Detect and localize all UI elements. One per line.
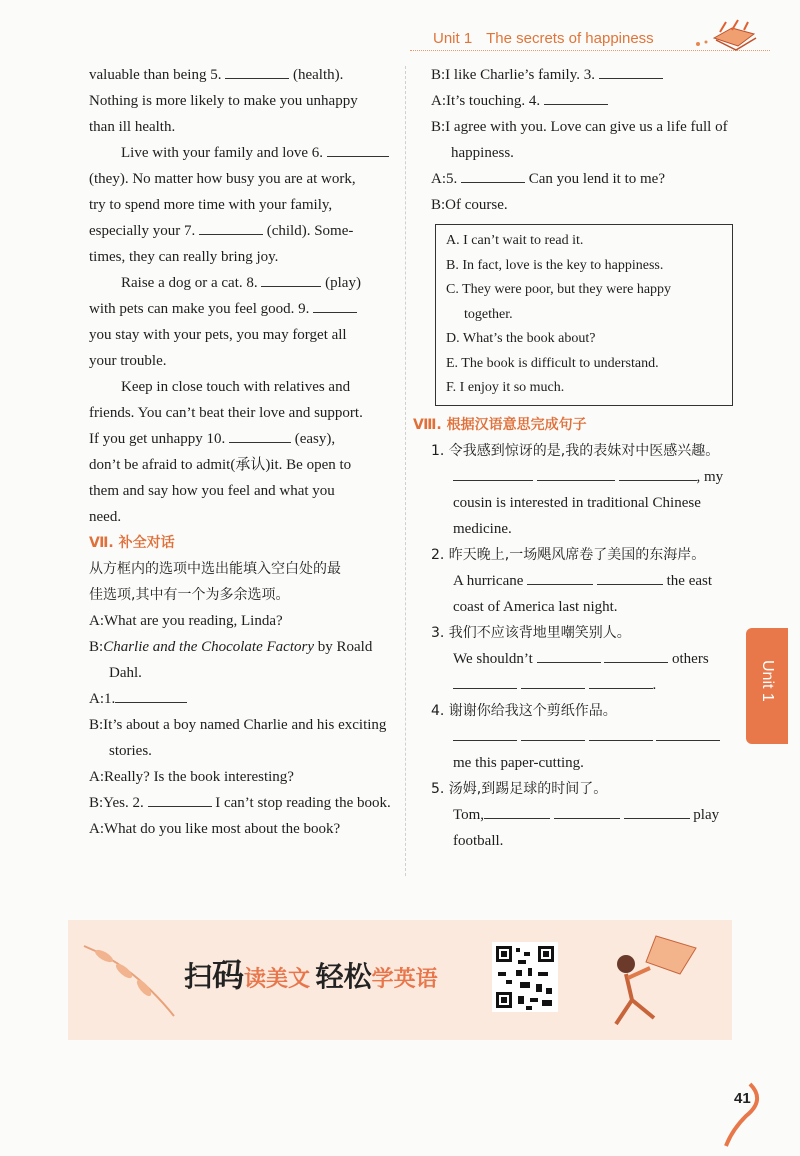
text-line: need. <box>89 509 122 525</box>
blank-d3[interactable] <box>599 62 663 79</box>
question-4 <box>431 698 733 776</box>
answer-blank[interactable] <box>453 724 517 741</box>
column-divider <box>405 66 406 876</box>
text-line: you stay with your pets, you may forget all <box>89 327 347 343</box>
answer-blank[interactable] <box>537 646 601 663</box>
answer-blank[interactable] <box>537 464 615 481</box>
promo-banner[interactable] <box>68 920 732 1040</box>
dialogue-line: A:Really? Is the book interesting? <box>89 769 294 785</box>
question-1 <box>431 438 733 542</box>
answer-blank[interactable] <box>624 802 690 819</box>
answer-blank[interactable] <box>521 724 585 741</box>
qr-code-icon[interactable] <box>492 942 558 1012</box>
question-5 <box>431 776 733 854</box>
blank-d4[interactable] <box>544 88 608 105</box>
answer-blank[interactable] <box>527 568 593 585</box>
text-line: the east <box>666 572 713 589</box>
blank-10[interactable] <box>229 426 291 443</box>
question-prompt: 1. 令我感到惊讶的是,我的表妹对中医感兴趣。 <box>431 442 720 459</box>
leaf-branch-icon <box>74 926 184 1026</box>
header-title: The secrets of happiness <box>486 30 654 47</box>
text-line: (they). No matter how busy you are at work, <box>89 171 356 187</box>
slogan-part: 码 <box>212 956 245 994</box>
text-line: football. <box>453 832 504 849</box>
text-line: We shouldn’t <box>453 650 533 667</box>
left-column <box>89 62 391 842</box>
reading-girl-illustration-icon <box>596 928 716 1032</box>
side-tab-label: Unit 1 <box>759 660 776 702</box>
blank-6[interactable] <box>327 140 389 157</box>
answer-blank[interactable] <box>619 464 697 481</box>
blank-5[interactable] <box>225 62 289 79</box>
question-prompt: 3. 我们不应该背地里嘲笑别人。 <box>431 624 631 641</box>
text-line: , my <box>696 468 724 485</box>
answer-blank[interactable] <box>597 568 663 585</box>
text-line: by <box>314 639 333 655</box>
text-line: me this paper-cutting. <box>453 754 584 771</box>
blank-9[interactable] <box>313 296 357 313</box>
options-box <box>435 224 733 406</box>
book-title: Charlie and the Chocolate Factory <box>103 639 314 655</box>
answer-blank[interactable] <box>484 802 550 819</box>
banner-slogan <box>184 950 438 996</box>
text-line: Raise a dog or a cat. 8. <box>121 275 258 291</box>
answer-blank[interactable] <box>554 802 620 819</box>
question-2 <box>431 542 733 620</box>
dialogue-line: A:5. <box>431 171 458 187</box>
text-line: don’t be afraid to admit(承认)it. Be open to <box>89 457 352 473</box>
option-a: A. I can’t wait to read it. <box>446 233 584 248</box>
text-line: Nothing is more likely to make you unhappy <box>89 93 358 109</box>
blank-d1[interactable] <box>115 686 187 703</box>
slogan-part: 读美文 <box>244 967 311 992</box>
text-line: coast of America last night. <box>453 598 618 615</box>
text-line: Roald Dahl. <box>109 639 373 681</box>
dialogue-line: B:It’s about a boy named Charlie and his exciting stories. <box>89 717 387 759</box>
text-line: A hurricane <box>453 572 524 589</box>
dialogue-line: A:It’s touching. 4. <box>431 93 541 109</box>
instruction-text: 佳选项,其中有一个为多余选项。 <box>89 587 290 603</box>
dialogue-line: B:I like Charlie’s family. 3. <box>431 67 595 83</box>
text-line: If you get unhappy 10. <box>89 431 226 447</box>
question-prompt: 5. 汤姆,到踢足球的时间了。 <box>431 780 608 797</box>
dialogue-line: A:What do you like most about the book? <box>89 821 341 837</box>
option-c: C. They were poor, but they were happy together. <box>446 282 672 322</box>
text-line: especially your 7. <box>89 223 196 239</box>
speaker: B: <box>89 639 104 655</box>
text-line: with pets can make you feel good. 9. <box>89 301 310 317</box>
question-prompt: 2. 昨天晚上,一场飓风席卷了美国的东海岸。 <box>431 546 706 563</box>
blank-d2[interactable] <box>148 790 212 807</box>
text-line: (easy), <box>294 431 336 447</box>
text-line: valuable than being 5. <box>89 67 222 83</box>
text-line: them and say how you feel and what you <box>89 483 335 499</box>
text-line: Tom, <box>453 806 485 823</box>
blank-7[interactable] <box>199 218 263 235</box>
answer-blank[interactable] <box>589 672 653 689</box>
text-line: others <box>672 650 709 667</box>
dialogue-line: A:1. <box>89 691 116 707</box>
unit-side-tab <box>746 628 788 744</box>
dialogue-line: B:I agree with you. Love can give us a life full of happiness. <box>431 119 728 161</box>
dialogue-line: B:Yes. 2. <box>89 795 144 811</box>
option-e: E. The book is difficult to understand. <box>446 355 659 371</box>
book-illustration-icon <box>692 18 762 54</box>
text-line: times, they can really bring joy. <box>89 249 279 265</box>
text-line: I can’t stop reading the book. <box>215 795 391 811</box>
text-line: try to spend more time with your family, <box>89 197 333 213</box>
answer-blank[interactable] <box>589 724 653 741</box>
dialogue-line: B:Of course. <box>431 197 508 213</box>
slogan-part: 扫 <box>184 960 213 993</box>
text-line: cousin is interested in traditional Chinese <box>453 494 701 511</box>
blank-8[interactable] <box>261 270 321 287</box>
section-heading-7: Ⅶ. 补全对话 <box>89 535 175 551</box>
text-line: Can you lend it to me? <box>528 171 665 187</box>
page-header <box>433 30 654 47</box>
blank-d5[interactable] <box>461 166 525 183</box>
answer-blank[interactable] <box>604 646 668 663</box>
dialogue-line: A:What are you reading, Linda? <box>89 613 283 629</box>
section-heading-8: Ⅷ. 根据汉语意思完成句子 <box>413 416 587 433</box>
slogan-part: 学英语 <box>371 967 438 992</box>
text-line: medicine. <box>453 520 512 537</box>
text-line: (play) <box>325 275 361 291</box>
text-line: Keep in close touch with relatives and <box>121 379 351 395</box>
page-number: 41 <box>734 1090 751 1107</box>
text-line: than ill health. <box>89 119 176 135</box>
question-prompt: 4. 谢谢你给我这个剪纸作品。 <box>431 702 617 719</box>
text-line: (child). Some- <box>266 223 354 239</box>
text-line: (health). <box>292 67 344 83</box>
text-line: play <box>693 806 720 823</box>
answer-blank[interactable] <box>656 724 720 741</box>
answer-blank[interactable] <box>453 672 517 689</box>
text-line: friends. You can’t beat their love and support. <box>89 405 363 421</box>
right-column <box>413 62 733 854</box>
question-3: 3. 我们不应该背地里嘲笑别人。 We shouldn’t others . <box>431 620 733 698</box>
answer-blank[interactable] <box>453 464 533 481</box>
slogan-part: 轻松 <box>315 960 372 993</box>
instruction-text: 从方框内的选项中选出能填入空白处的最 <box>89 561 341 577</box>
option-b: B. In fact, love is the key to happiness. <box>446 257 664 273</box>
text-line: your trouble. <box>89 353 167 369</box>
option-f: F. I enjoy it so much. <box>446 380 565 395</box>
option-d: D. What’s the book about? <box>446 331 596 346</box>
answer-blank[interactable] <box>521 672 585 689</box>
text-line: Live with your family and love 6. <box>121 145 324 161</box>
header-unit: Unit 1 <box>433 30 473 47</box>
